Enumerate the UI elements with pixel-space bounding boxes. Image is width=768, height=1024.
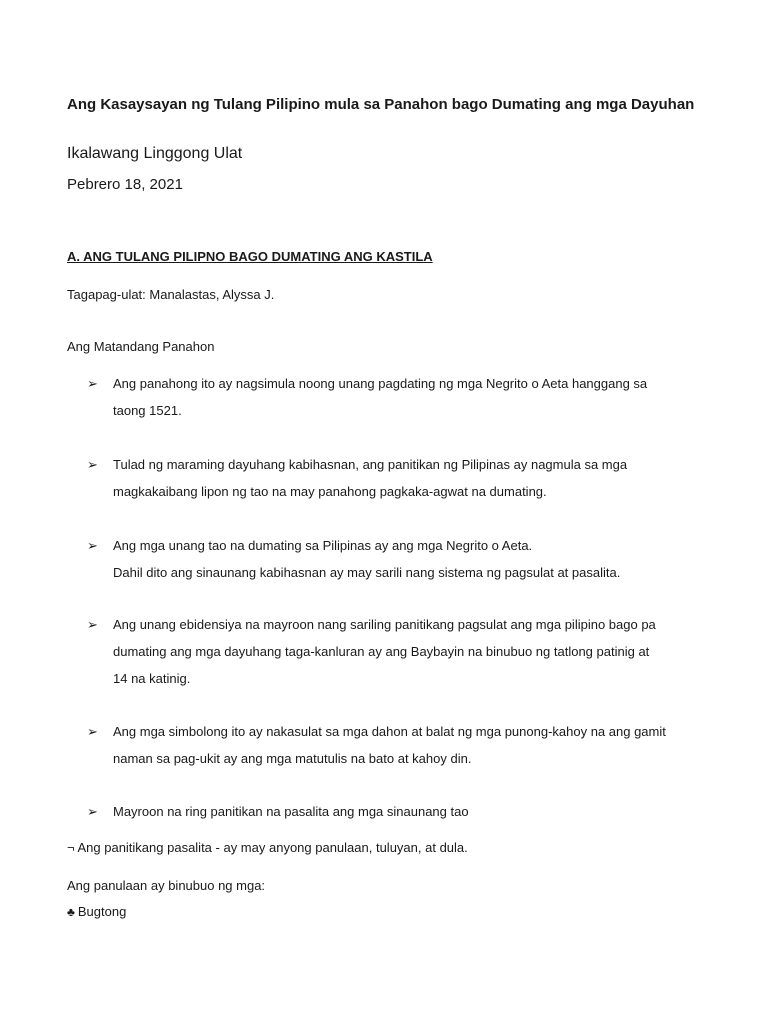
bullet-text xyxy=(113,451,723,505)
subsection-title: Ang Matandang Panahon xyxy=(67,339,215,354)
bullet-line: Ang mga unang tao na dumating sa Pilipinas ay ang mga Negrito o Aeta. xyxy=(113,538,533,553)
bullet-line: taong 1521. xyxy=(113,403,182,418)
bullet-text xyxy=(113,370,723,424)
bullet-line: Tulad ng maraming dayuhang kabihasnan, ang panitikan ng Pilipinas ay nagmula sa mga xyxy=(113,457,628,472)
arrow-bullet-icon: ➢ xyxy=(87,376,98,391)
club-bullet-icon: ♣ xyxy=(67,905,75,919)
bullet-line: Dahil dito ang sinaunang kabihasnan ay may sarili nang sistema ng pagsulat at pasalita. xyxy=(113,565,621,580)
poetry-list-item xyxy=(67,904,126,919)
bullet-line: magkakaibang lipon ng tao na may panahong pagkaka-agwat na dumating. xyxy=(113,484,547,499)
bullet-text xyxy=(113,718,723,772)
oral-literature-note: ¬ Ang panitikang pasalita - ay may anyong panulaan, tuluyan, at dula. xyxy=(67,840,468,855)
bullet-line: Ang mga simbolong ito ay nakasulat sa mga dahon at balat ng mga punong-kahoy na ang gamit xyxy=(113,724,666,739)
bullet-line: dumating ang mga dayuhang taga-kanluran ay ang Baybayin na binubuo ng tatlong patinig at xyxy=(113,644,650,659)
bullet-line: naman sa pag-ukit ay ang mga matutulis na bato at kahoy din. xyxy=(113,751,472,766)
bullet-text xyxy=(113,532,723,586)
poetry-item-label: Bugtong xyxy=(77,904,127,919)
bullet-line: Ang panahong ito ay nagsimula noong unang pagdating ng mga Negrito o Aeta hanggang sa xyxy=(113,376,648,391)
arrow-bullet-icon: ➢ xyxy=(87,538,98,553)
arrow-bullet-icon: ➢ xyxy=(87,804,98,819)
bullet-text xyxy=(113,798,723,825)
bullet-line: Ang unang ebidensiya na mayroon nang sariling panitikang pagsulat ang mga pilipino bago pa xyxy=(113,617,656,632)
section-heading: A. ANG TULANG PILIPNO BAGO DUMATING ANG KASTILA xyxy=(67,249,433,264)
arrow-bullet-icon: ➢ xyxy=(87,457,98,472)
document-date: Pebrero 18, 2021 xyxy=(67,176,183,193)
bullet-text xyxy=(113,611,723,692)
bullet-line: Mayroon na ring panitikan na pasalita ang mga sinaunang tao xyxy=(113,804,469,819)
arrow-bullet-icon: ➢ xyxy=(87,617,98,632)
arrow-bullet-icon: ➢ xyxy=(87,724,98,739)
bullet-line: 14 na katinig. xyxy=(113,671,191,686)
poetry-intro: Ang panulaan ay binubuo ng mga: xyxy=(67,878,266,893)
reporter-line: Tagapag-ulat: Manalastas, Alyssa J. xyxy=(67,287,275,302)
document-subtitle: Ikalawang Linggong Ulat xyxy=(67,145,243,162)
document-title: Ang Kasaysayan ng Tulang Pilipino mula sa Panahon bago Dumating ang mga Dayuhan xyxy=(67,96,695,113)
